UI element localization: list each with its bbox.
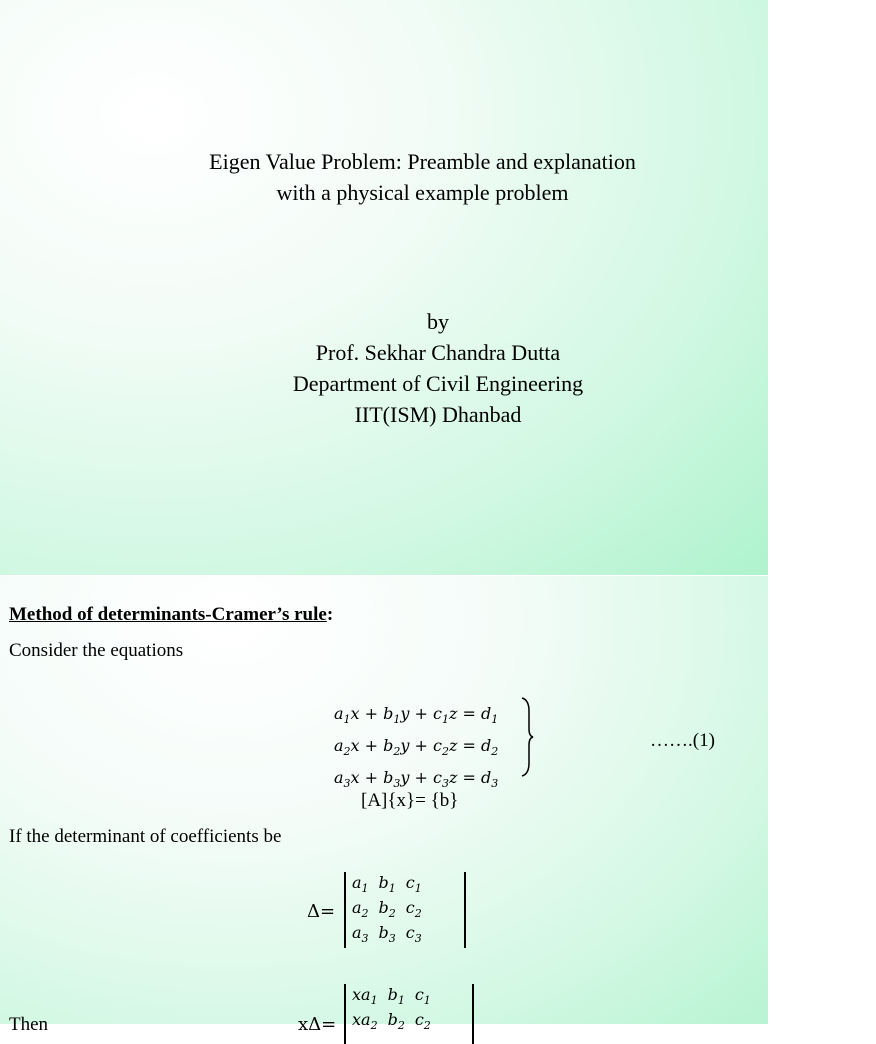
matrix-form: [A]{x}= {b}	[361, 790, 459, 811]
author-institute: IIT(ISM) Dhanbad	[354, 402, 522, 427]
equation-system	[334, 701, 498, 798]
slide-heading	[9, 604, 333, 626]
intro-text: Consider the equations	[9, 640, 184, 661]
x-delta-determinant: $xa_1$ $b_1$ $c_1$ $xa_2$ $b_2$ $c_2$	[344, 984, 474, 1044]
author-name: Prof. Sekhar Chandra Dutta	[315, 340, 561, 365]
equation-3: $a_3x + b_3y + c_3z = d_3$	[334, 768, 499, 791]
heading-text: Method of determinants-Cramer’s rule	[9, 604, 327, 625]
right-brace	[520, 697, 534, 777]
cramers-rule-slide	[0, 576, 768, 1035]
slide-title-line-2: with a physical example problem	[276, 180, 569, 205]
slide-title-line-1: Eigen Value Problem: Preamble and explanation	[209, 149, 636, 174]
equation-2: $a_2x + b_2y + c_2z = d_2$	[334, 736, 499, 759]
by-label: by	[427, 309, 449, 334]
determinant-text: If the determinant of coefficients be	[9, 826, 282, 847]
equation-number: …….(1)	[650, 730, 715, 751]
title-slide	[0, 0, 768, 576]
x-delta-label: xΔ=	[298, 1014, 337, 1035]
coefficient-determinant: $a_1$ $b_1$ $c_1$ $a_2$ $b_2$ $c_2$ $a_3$ $b_3$ $c_3$	[344, 872, 466, 948]
delta-label: Δ=	[307, 901, 336, 922]
heading-colon: :	[326, 604, 334, 625]
then-text: Then	[9, 1014, 49, 1035]
equation-1: $a_1x + b_1y + c_1z = d_1$	[334, 704, 499, 727]
author-department: Department of Civil Engineering	[292, 371, 584, 396]
